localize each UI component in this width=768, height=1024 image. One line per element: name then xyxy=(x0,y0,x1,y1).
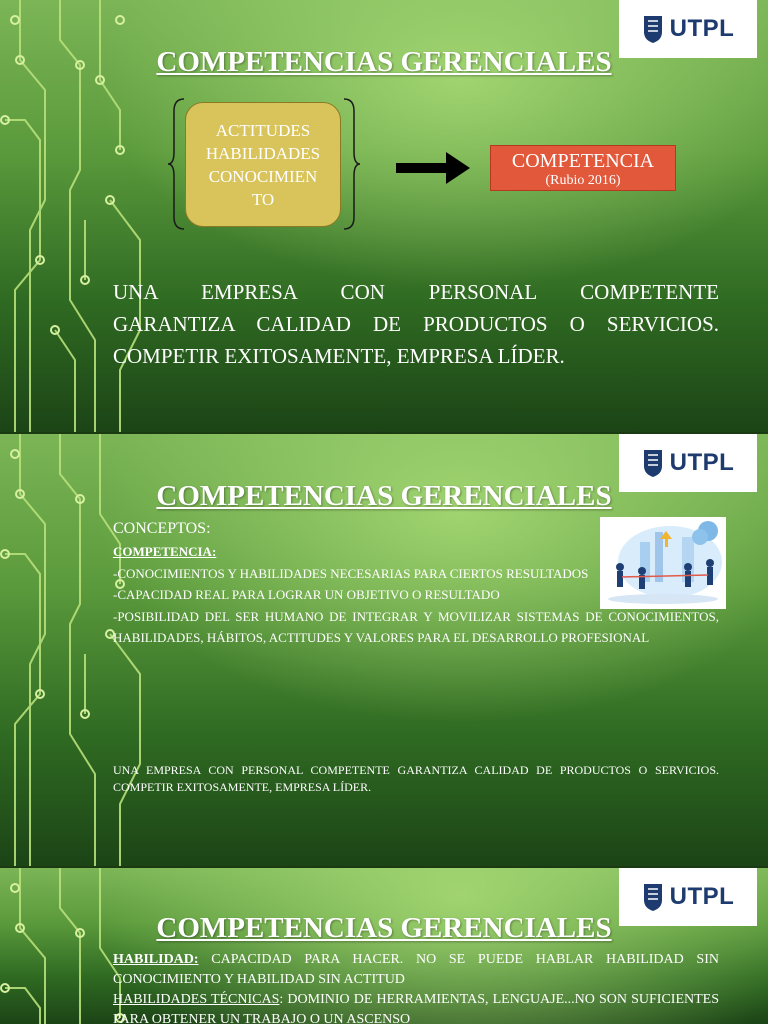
habilidad-label: HABILIDAD: xyxy=(113,952,199,967)
habilidad-paragraph xyxy=(113,950,719,990)
tecnicas-text: : DOMINIO DE HERRAMIENTAS, LENGUAJE...NO SON SUFICIENTES PARA OBTENER UN TRABAJO O UN ASCENSO xyxy=(113,992,719,1024)
slide-title: COMPETENCIAS GERENCIALES xyxy=(156,480,612,512)
closing-paragraph: UNA EMPRESA CON PERSONAL COMPETENTE GARANTIZA CALIDAD DE PRODUCTOS O SERVICIOS. COMPETIR EXITOSAMENTE, EMPRESA LÍDER. xyxy=(113,763,719,794)
tecnicas-label: HABILIDADES TÉCNICAS xyxy=(113,992,280,1007)
component-conocimiento-2: TO xyxy=(251,189,275,209)
components-box xyxy=(185,102,341,227)
seal-icon xyxy=(642,14,664,44)
slide-title: COMPETENCIAS GERENCIALES xyxy=(156,912,612,944)
arrow-right-icon xyxy=(396,152,470,184)
competencia-label: COMPETENCIA xyxy=(511,150,655,172)
logo-text: UTPL xyxy=(669,449,735,476)
competencia-source: (Rubio 2016) xyxy=(545,173,621,188)
component-habilidades: HABILIDADES xyxy=(205,143,321,163)
slide-2 xyxy=(0,434,768,866)
left-brace xyxy=(166,97,186,231)
competencia-subheading: COMPETENCIA: xyxy=(113,544,217,559)
seal-icon xyxy=(642,882,664,912)
right-brace xyxy=(342,97,362,231)
paragraph-line-1: UNA EMPRESA CON PERSONAL COMPETENTE xyxy=(113,280,719,304)
habilidad-text: CAPACIDAD PARA HACER. NO SE PUEDE HABLAR HABILIDAD SIN CONOCIMIENTO Y HABILIDAD SIN ACTITUD xyxy=(113,952,719,987)
competencia-box xyxy=(490,145,676,191)
tecnicas-paragraph xyxy=(113,990,719,1024)
seal-icon xyxy=(642,448,664,478)
component-actitudes: ACTITUDES xyxy=(215,120,311,140)
component-conocimiento-1: CONOCIMIEN xyxy=(208,166,318,186)
concept-item-2: -CAPACIDAD REAL PARA LOGRAR UN OBJETIVO O RESULTADO xyxy=(113,587,500,602)
logo-text: UTPL xyxy=(669,883,735,910)
conceptos-heading: CONCEPTOS: xyxy=(113,520,211,537)
slide-3 xyxy=(0,868,768,1024)
paragraph-line-3: COMPETIR EXITOSAMENTE, EMPRESA LÍDER. xyxy=(113,344,565,368)
concept-item-3: -POSIBILIDAD DEL SER HUMANO DE INTEGRAR Y MOVILIZAR SISTEMAS DE CONOCIMIENTOS, HABILIDADES, HÁBITOS, ACTITUDES Y VALORES PARA EL DESARROLLO PROFESIONAL xyxy=(113,609,719,645)
slide-title: COMPETENCIAS GERENCIALES xyxy=(156,46,612,78)
concept-item-1: -CONOCIMIENTOS Y HABILIDADES NECESARIAS PARA CIERTOS RESULTADOS xyxy=(113,566,589,581)
main-paragraph xyxy=(113,276,719,372)
slide-1 xyxy=(0,0,768,432)
paragraph-line-2: GARANTIZA CALIDAD DE PRODUCTOS O SERVICIOS. xyxy=(113,312,719,336)
logo-text: UTPL xyxy=(669,15,735,42)
